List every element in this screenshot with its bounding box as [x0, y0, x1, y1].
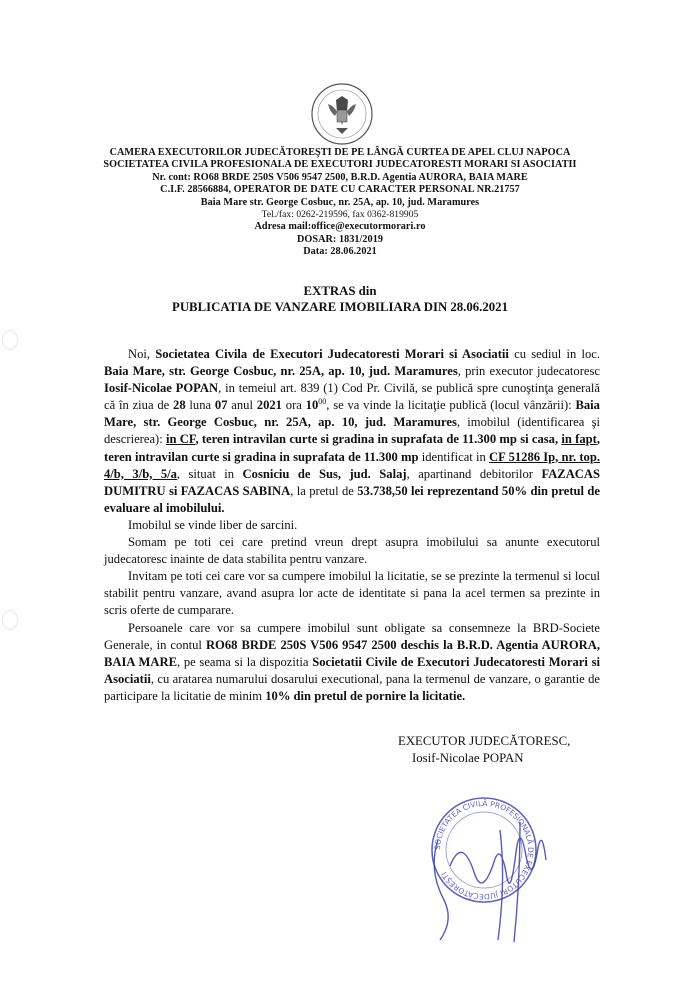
text-run: , se va vinde la licitaţie publică (locul vânzării):: [326, 398, 576, 413]
paragraph-guarantee: [104, 620, 600, 705]
title-line-2: PUBLICATIA DE VANZARE IMOBILIARA DIN 28.06.2021: [172, 300, 508, 314]
text-run: , prin executor judecatoresc: [457, 364, 600, 379]
text-run: 53.738,50 lei reprezentand 50% din pretul de evaluare al imobilului.: [104, 483, 601, 515]
text-run: , cu aratarea numarului dosarului executional, pana la termenul de vanzare, o garantie de participare la licitatie de minim: [104, 671, 600, 703]
text-run: Societatii Civile de Executori Judecatoresti Morari si Asociatii: [104, 654, 600, 686]
text-run: in CF: [166, 432, 196, 447]
scan-punch-hole: [2, 330, 18, 350]
phone-fax: Tel./fax: 0262-219596, fax 0362-819905: [261, 210, 419, 221]
text-run: identificat in: [418, 449, 490, 464]
text-run: , teren intravilan curte si gradina in suprafata de 11.300 mp: [104, 432, 601, 464]
signature-title: EXECUTOR JUDECĂTORESC,: [398, 734, 571, 748]
text-run: Cosniciu de Sus, jud. Salaj: [242, 466, 407, 481]
title-line-1: EXTRAS din: [303, 284, 377, 298]
text-run: , teren intravilan curte si gradina in suprafata de 11.300 mp si casa,: [195, 432, 562, 447]
address: Baia Mare str. George Cosbuc, nr. 25A, ap. 10, jud. Maramures: [200, 196, 480, 208]
paragraph-invitation: Invitam pe toti cei care vor sa cumpere imobilul la licitatie, se se prezinte la termenul si locul stabilit pentru vanzare, avand asupra lor acte de identitate si pana la acel termen sa prezinte in scris oferte de cumparare.: [104, 569, 600, 618]
bank-account: Nr. cont: RO68 BRDE 250S V506 9547 2500, B.R.D. Agentia AURORA, BAIA MARE: [152, 171, 528, 183]
document-header: [100, 147, 580, 259]
text-run: , la pretul de: [290, 483, 358, 498]
text-run: Societatea Civila de Executori Judecatoresti Morari si Asociatii: [155, 347, 509, 361]
text-run: Baia Mare, str. George Cosbuc, nr. 25A, ap. 10, jud. Maramures: [104, 398, 600, 430]
text-run: 10% din pretul de pornire la licitatie.: [265, 688, 466, 703]
text-run: 00: [318, 397, 327, 407]
case-number: DOSAR: 1831/2019: [297, 233, 383, 245]
firm-name: SOCIETATEA CIVILA PROFESIONALA DE EXECUTORI JUDECATORESTI MORARI SI ASOCIATII: [103, 159, 577, 171]
text-run: ora: [281, 398, 306, 413]
text-run: , situat in: [176, 466, 243, 481]
text-run: Iosif-Nicolae POPAN: [104, 381, 219, 396]
text-run: 28: [173, 398, 186, 413]
text-run: cu sediul in loc.: [508, 347, 600, 361]
document-date: Data: 28.06.2021: [303, 246, 377, 258]
text-run: 10: [305, 398, 319, 413]
svg-text:SOCIETATEA CIVILĂ PROFESIONALĂ: SOCIETATEA CIVILĂ PROFESIONALĂ DE EXECUTORI JUDECĂTOREȘTI: [432, 798, 536, 902]
text-run: Noi,: [128, 347, 156, 361]
tax-id: C.I.F. 28566884, OPERATOR DE DATE CU CARACTER PERSONAL NR.21757: [160, 184, 520, 196]
signature-name: Iosif-Nicolae POPAN: [412, 751, 524, 765]
text-run: , imobilul (identificarea şi descrierea):: [104, 415, 600, 447]
document-title: [100, 283, 580, 315]
text-run: 2021: [256, 398, 282, 413]
official-stamp-with-signature: [380, 770, 580, 960]
text-run: luna: [185, 398, 215, 413]
document-body: [104, 346, 600, 705]
text-run: anul: [227, 398, 257, 413]
email: Adresa mail:office@executormorari.ro: [254, 221, 426, 233]
text-run: , pe seama si la dispozitia: [176, 654, 313, 669]
text-run: in fapt: [561, 432, 597, 447]
text-run: Baia Mare, str. George Cosbuc, nr. 25A, ap. 10, jud. Maramures: [104, 364, 458, 379]
text-run: Persoanele care vor sa cumpere imobilul sunt obligate sa consemneze la BRD-Societe Generale, in contul: [104, 620, 600, 652]
text-run: CF 51286 Ip, nr. top. 4/b, 3/b, 5/a: [104, 449, 600, 481]
paragraph-summons: Somam pe toti cei care pretind vreun drept asupra imobilului sa anunte executorul judecatoresc inainte de data stabilita pentru vanzare.: [104, 535, 600, 567]
text-run: RO68 BRDE 250S V506 9547 2500 deschis la B.R.D. Agentia AURORA, BAIA MARE: [104, 637, 600, 669]
text-run: FAZACAS DUMITRU si FAZACAS SABINA: [104, 466, 600, 498]
chamber-name: CAMERA EXECUTORILOR JUDECĂTOREŞTI DE PE LÂNGĂ CURTEA DE APEL CLUJ NAPOCA: [109, 147, 571, 158]
signature-block: [398, 733, 638, 767]
paragraph-sale-announcement: [104, 346, 600, 517]
text-run: 07: [214, 398, 228, 413]
scan-punch-hole: [2, 610, 18, 630]
text-run: , apartinand debitorilor: [406, 466, 542, 481]
text-run: , in temeiul art. 839 (1) Cod Pr. Civilă, se publică spre cunoştinţa generală că în ziua de: [104, 381, 600, 413]
paragraph-free-of-charges: Imobilul se vinde liber de sarcini.: [128, 517, 298, 532]
romania-coat-of-arms-emblem: [310, 80, 374, 148]
